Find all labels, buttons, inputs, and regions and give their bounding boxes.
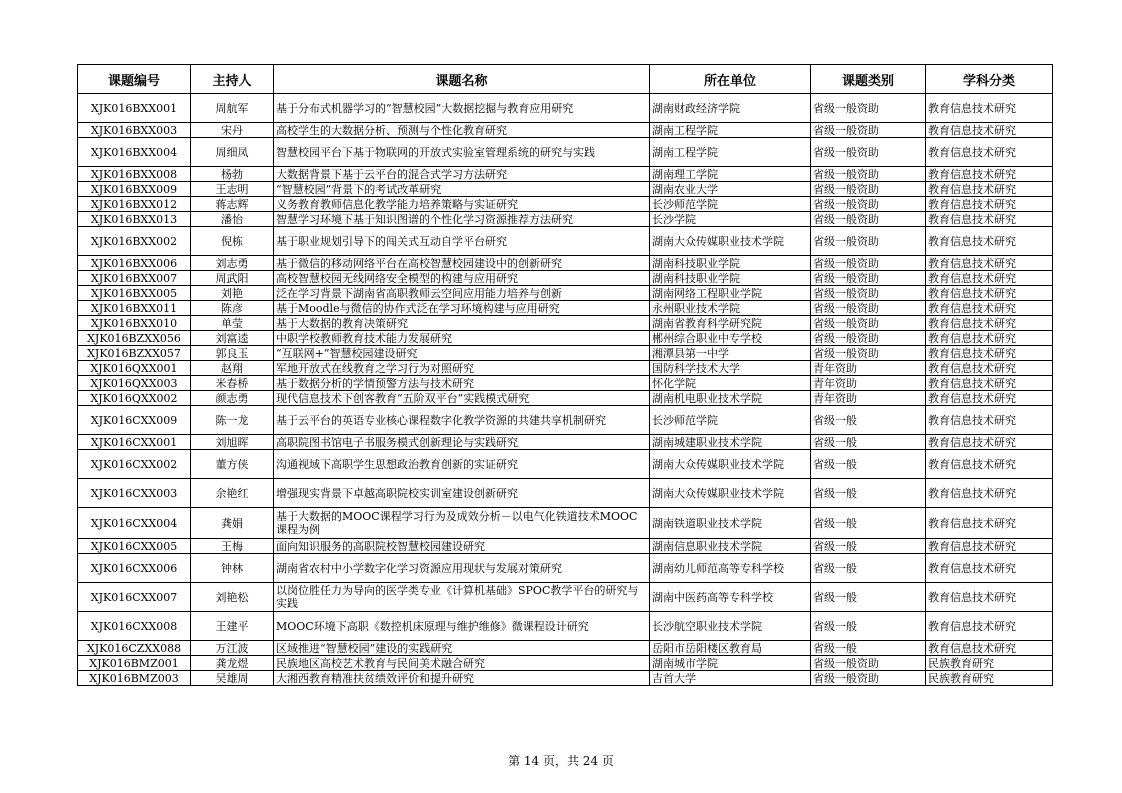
cell-unit: 长沙学院 (650, 212, 811, 227)
cell-code: XJK016BXX010 (78, 316, 191, 331)
cell-title: 沟通视域下高职学生思想政治教育创新的实证研究 (274, 450, 650, 479)
cell-unit: 湖南幼儿师范高等专科学校 (650, 554, 811, 583)
table-row (78, 138, 1053, 167)
cell-unit: 湖南城建职业技术学院 (650, 435, 811, 450)
table-row (78, 656, 1053, 671)
cell-host: 王建平 (191, 612, 274, 641)
cell-field: 教育信息技术研究 (926, 256, 1053, 271)
cell-unit: 长沙航空职业技术学院 (650, 612, 811, 641)
cell-field: 教育信息技术研究 (926, 197, 1053, 212)
cell-type: 省级一般资助 (811, 94, 926, 123)
cell-code: XJK016CXX004 (78, 508, 191, 539)
table-row (78, 301, 1053, 316)
cell-field: 教育信息技术研究 (926, 286, 1053, 301)
cell-unit: 长沙师范学院 (650, 406, 811, 435)
cell-host: 杨勃 (191, 167, 274, 182)
cell-host: 周航军 (191, 94, 274, 123)
cell-title: 智慧校园平台下基于物联网的开放式实验室管理系统的研究与实践 (274, 138, 650, 167)
table-row (78, 286, 1053, 301)
cell-host: 董方侠 (191, 450, 274, 479)
cell-type: 省级一般资助 (811, 167, 926, 182)
cell-host: 陈彦 (191, 301, 274, 316)
cell-host: 王志明 (191, 182, 274, 197)
cell-host: 赵翔 (191, 361, 274, 376)
cell-title: 军地开放式在线教育之学习行为对照研究 (274, 361, 650, 376)
cell-field: 教育信息技术研究 (926, 182, 1053, 197)
cell-code: XJK016QXX002 (78, 391, 191, 406)
cell-type: 省级一般资助 (811, 227, 926, 256)
cell-host: 吴雄周 (191, 671, 274, 686)
cell-field: 教育信息技术研究 (926, 450, 1053, 479)
cell-title: 基于数据分析的学情预警方法与技术研究 (274, 376, 650, 391)
cell-title: 区域推进“智慧校园”建设的实践研究 (274, 641, 650, 656)
cell-title: 大数据背景下基于云平台的混合式学习方法研究 (274, 167, 650, 182)
cell-host: 龚龙煜 (191, 656, 274, 671)
cell-title: 以岗位胜任力为导向的医学类专业《计算机基础》SPOC教学平台的研究与实践 (274, 583, 650, 612)
cell-field: 教育信息技术研究 (926, 435, 1053, 450)
header-unit: 所在单位 (650, 65, 811, 94)
cell-field: 教育信息技术研究 (926, 361, 1053, 376)
cell-title: 大湘西教育精准扶贫绩效评价和提升研究 (274, 671, 650, 686)
cell-code: XJK016CXX003 (78, 479, 191, 508)
cell-unit: 湖南理工学院 (650, 167, 811, 182)
cell-unit: 湖南科技职业学院 (650, 256, 811, 271)
header-type: 课题类别 (811, 65, 926, 94)
cell-title: 增强现实背景下卓越高职院校实训室建设创新研究 (274, 479, 650, 508)
cell-host: 潘怡 (191, 212, 274, 227)
cell-unit: 湖南网络工程职业学院 (650, 286, 811, 301)
cell-host: 单莹 (191, 316, 274, 331)
cell-type: 省级一般 (811, 435, 926, 450)
table-row (78, 316, 1053, 331)
cell-field: 民族教育研究 (926, 671, 1053, 686)
table-row (78, 435, 1053, 450)
table-row (78, 123, 1053, 138)
cell-code: XJK016CXX002 (78, 450, 191, 479)
cell-unit: 永州职业技术学院 (650, 301, 811, 316)
cell-code: XJK016CXX009 (78, 406, 191, 435)
cell-type: 省级一般资助 (811, 656, 926, 671)
cell-code: XJK016CXX005 (78, 539, 191, 554)
cell-field: 教育信息技术研究 (926, 271, 1053, 286)
cell-code: XJK016BZXX057 (78, 346, 191, 361)
cell-title: 基于云平台的英语专业核心课程数字化教学资源的共建共享机制研究 (274, 406, 650, 435)
cell-type: 省级一般 (811, 539, 926, 554)
cell-field: 教育信息技术研究 (926, 406, 1053, 435)
cell-host: 陈一龙 (191, 406, 274, 435)
cell-type: 省级一般 (811, 479, 926, 508)
cell-type: 省级一般 (811, 612, 926, 641)
cell-host: 倪栋 (191, 227, 274, 256)
cell-field: 教育信息技术研究 (926, 376, 1053, 391)
cell-unit: 湖南科技职业学院 (650, 271, 811, 286)
table-row (78, 94, 1053, 123)
cell-field: 教育信息技术研究 (926, 391, 1053, 406)
cell-host: 王梅 (191, 539, 274, 554)
cell-title: 现代信息技术下创客教育“五阶双平台”实践模式研究 (274, 391, 650, 406)
cell-type: 省级一般资助 (811, 331, 926, 346)
cell-code: XJK016BXX008 (78, 167, 191, 182)
cell-code: XJK016BXX002 (78, 227, 191, 256)
cell-host: 龚娟 (191, 508, 274, 539)
cell-code: XJK016BXX007 (78, 271, 191, 286)
cell-title: 面向知识服务的高职院校智慧校园建设研究 (274, 539, 650, 554)
table-row (78, 671, 1053, 686)
table-row (78, 271, 1053, 286)
cell-type: 省级一般资助 (811, 182, 926, 197)
cell-title: 泛在学习背景下湖南省高职教师云空间应用能力培养与创新 (274, 286, 650, 301)
cell-code: XJK016BXX009 (78, 182, 191, 197)
cell-field: 教育信息技术研究 (926, 167, 1053, 182)
cell-host: 刘富逵 (191, 331, 274, 346)
cell-unit: 湖南农业大学 (650, 182, 811, 197)
cell-unit: 湖南中医药高等专科学校 (650, 583, 811, 612)
cell-unit: 湖南机电职业技术学院 (650, 391, 811, 406)
cell-unit: 湖南大众传媒职业技术学院 (650, 227, 811, 256)
cell-host: 米春桥 (191, 376, 274, 391)
cell-field: 教育信息技术研究 (926, 94, 1053, 123)
cell-unit: 郴州综合职业中专学校 (650, 331, 811, 346)
cell-unit: 湖南工程学院 (650, 138, 811, 167)
cell-field: 教育信息技术研究 (926, 479, 1053, 508)
table-row (78, 361, 1053, 376)
cell-title: 基于微信的移动网络平台在高校智慧校园建设中的创新研究 (274, 256, 650, 271)
cell-title: 中职学校教师教育技术能力发展研究 (274, 331, 650, 346)
cell-unit: 岳阳市岳阳楼区教育局 (650, 641, 811, 656)
cell-type: 省级一般资助 (811, 301, 926, 316)
cell-title: 义务教育教师信息化教学能力培养策略与实证研究 (274, 197, 650, 212)
cell-field: 民族教育研究 (926, 656, 1053, 671)
cell-host: 郭良玉 (191, 346, 274, 361)
cell-type: 省级一般资助 (811, 671, 926, 686)
cell-field: 教育信息技术研究 (926, 331, 1053, 346)
header-title: 课题名称 (274, 65, 650, 94)
cell-unit: 吉首大学 (650, 671, 811, 686)
cell-code: XJK016QXX003 (78, 376, 191, 391)
cell-type: 青年资助 (811, 391, 926, 406)
cell-title: 基于Moodle与微信的协作式泛在学习环境构建与应用研究 (274, 301, 650, 316)
table-row (78, 197, 1053, 212)
table-body (78, 94, 1053, 686)
cell-code: XJK016BMZ001 (78, 656, 191, 671)
cell-type: 省级一般 (811, 641, 926, 656)
table-row (78, 508, 1053, 539)
cell-code: XJK016BXX012 (78, 197, 191, 212)
table-row (78, 554, 1053, 583)
cell-type: 省级一般资助 (811, 212, 926, 227)
cell-unit: 湖南铁道职业技术学院 (650, 508, 811, 539)
cell-type: 青年资助 (811, 361, 926, 376)
cell-code: XJK016BXX013 (78, 212, 191, 227)
cell-code: XJK016CXX001 (78, 435, 191, 450)
cell-code: XJK016CXX008 (78, 612, 191, 641)
table-row (78, 182, 1053, 197)
cell-field: 教育信息技术研究 (926, 227, 1053, 256)
cell-field: 教育信息技术研究 (926, 641, 1053, 656)
cell-title: 智慧学习环境下基于知识图谱的个性化学习资源推荐方法研究 (274, 212, 650, 227)
table-row (78, 346, 1053, 361)
table-row (78, 539, 1053, 554)
cell-code: XJK016BXX005 (78, 286, 191, 301)
table-row (78, 479, 1053, 508)
cell-title: 湖南省农村中小学数字化学习资源应用现状与发展对策研究 (274, 554, 650, 583)
cell-field: 教育信息技术研究 (926, 612, 1053, 641)
cell-unit: 怀化学院 (650, 376, 811, 391)
cell-host: 周细凤 (191, 138, 274, 167)
header-row (78, 65, 1053, 94)
cell-code: XJK016QXX001 (78, 361, 191, 376)
cell-host: 宋丹 (191, 123, 274, 138)
cell-host: 余艳红 (191, 479, 274, 508)
cell-unit: 湖南信息职业技术学院 (650, 539, 811, 554)
cell-type: 省级一般资助 (811, 123, 926, 138)
cell-code: XJK016BZXX056 (78, 331, 191, 346)
cell-title: MOOC环境下高职《数控机床原理与维护维修》微课程设计研究 (274, 612, 650, 641)
cell-type: 省级一般 (811, 508, 926, 539)
cell-title: 高校学生的大数据分析、预测与个性化教育研究 (274, 123, 650, 138)
cell-code: XJK016BXX011 (78, 301, 191, 316)
cell-code: XJK016BXX006 (78, 256, 191, 271)
table-row (78, 256, 1053, 271)
cell-unit: 湖南省教育科学研究院 (650, 316, 811, 331)
table-row (78, 612, 1053, 641)
cell-type: 省级一般资助 (811, 256, 926, 271)
cell-title: 基于大数据的MOOC课程学习行为及成效分析－以电气化铁道技术MOOC课程为例 (274, 508, 650, 539)
cell-unit: 湖南城市学院 (650, 656, 811, 671)
cell-code: XJK016CZXX088 (78, 641, 191, 656)
cell-host: 万江波 (191, 641, 274, 656)
cell-type: 省级一般 (811, 406, 926, 435)
cell-type: 省级一般 (811, 583, 926, 612)
cell-unit: 湖南工程学院 (650, 123, 811, 138)
cell-type: 省级一般资助 (811, 316, 926, 331)
cell-host: 钟林 (191, 554, 274, 583)
table-row (78, 331, 1053, 346)
table-row (78, 212, 1053, 227)
cell-type: 青年资助 (811, 376, 926, 391)
cell-type: 省级一般资助 (811, 271, 926, 286)
cell-title: “互联网+”智慧校园建设研究 (274, 346, 650, 361)
cell-title: 基于大数据的教育决策研究 (274, 316, 650, 331)
cell-host: 刘旭晖 (191, 435, 274, 450)
cell-code: XJK016BXX001 (78, 94, 191, 123)
table-row (78, 583, 1053, 612)
table-row (78, 641, 1053, 656)
cell-host: 颜志勇 (191, 391, 274, 406)
cell-type: 省级一般资助 (811, 346, 926, 361)
cell-field: 教育信息技术研究 (926, 539, 1053, 554)
cell-title: 基于分布式机器学习的“智慧校园”大数据挖掘与教育应用研究 (274, 94, 650, 123)
cell-code: XJK016BMZ003 (78, 671, 191, 686)
cell-host: 刘艳松 (191, 583, 274, 612)
header-code: 课题编号 (78, 65, 191, 94)
table-row (78, 227, 1053, 256)
cell-field: 教育信息技术研究 (926, 123, 1053, 138)
cell-title: 基于职业规划引导下的闯关式互动自学平台研究 (274, 227, 650, 256)
table-row (78, 391, 1053, 406)
table-row (78, 450, 1053, 479)
cell-field: 教育信息技术研究 (926, 316, 1053, 331)
cell-field: 教育信息技术研究 (926, 138, 1053, 167)
cell-unit: 湖南大众传媒职业技术学院 (650, 479, 811, 508)
cell-title: 高校智慧校园无线网络安全模型的构建与应用研究 (274, 271, 650, 286)
cell-field: 教育信息技术研究 (926, 212, 1053, 227)
cell-title: 高职院图书馆电子书服务模式创新理论与实践研究 (274, 435, 650, 450)
cell-type: 省级一般 (811, 450, 926, 479)
cell-unit: 湖南财政经济学院 (650, 94, 811, 123)
cell-field: 教育信息技术研究 (926, 554, 1053, 583)
cell-type: 省级一般资助 (811, 197, 926, 212)
cell-code: XJK016CXX007 (78, 583, 191, 612)
cell-code: XJK016BXX004 (78, 138, 191, 167)
cell-unit: 湖南大众传媒职业技术学院 (650, 450, 811, 479)
cell-unit: 长沙师范学院 (650, 197, 811, 212)
cell-host: 周武阳 (191, 271, 274, 286)
table-row (78, 167, 1053, 182)
table-row (78, 376, 1053, 391)
page-footer: 第 14 页，共 24 页 (508, 754, 614, 768)
cell-field: 教育信息技术研究 (926, 583, 1053, 612)
cell-type: 省级一般资助 (811, 138, 926, 167)
cell-code: XJK016BXX003 (78, 123, 191, 138)
cell-field: 教育信息技术研究 (926, 508, 1053, 539)
cell-unit: 国防科学技术大学 (650, 361, 811, 376)
cell-host: 刘艳 (191, 286, 274, 301)
table-row (78, 406, 1053, 435)
cell-host: 刘志勇 (191, 256, 274, 271)
cell-type: 省级一般 (811, 554, 926, 583)
cell-type: 省级一般资助 (811, 286, 926, 301)
cell-host: 蒋志辉 (191, 197, 274, 212)
cell-code: XJK016CXX006 (78, 554, 191, 583)
header-host: 主持人 (191, 65, 274, 94)
cell-title: “智慧校园”背景下的考试改革研究 (274, 182, 650, 197)
cell-field: 教育信息技术研究 (926, 301, 1053, 316)
cell-unit: 湘潭县第一中学 (650, 346, 811, 361)
project-table (77, 64, 1053, 686)
header-field: 学科分类 (926, 65, 1053, 94)
cell-field: 教育信息技术研究 (926, 346, 1053, 361)
cell-title: 民族地区高校艺术教育与民间美术融合研究 (274, 656, 650, 671)
